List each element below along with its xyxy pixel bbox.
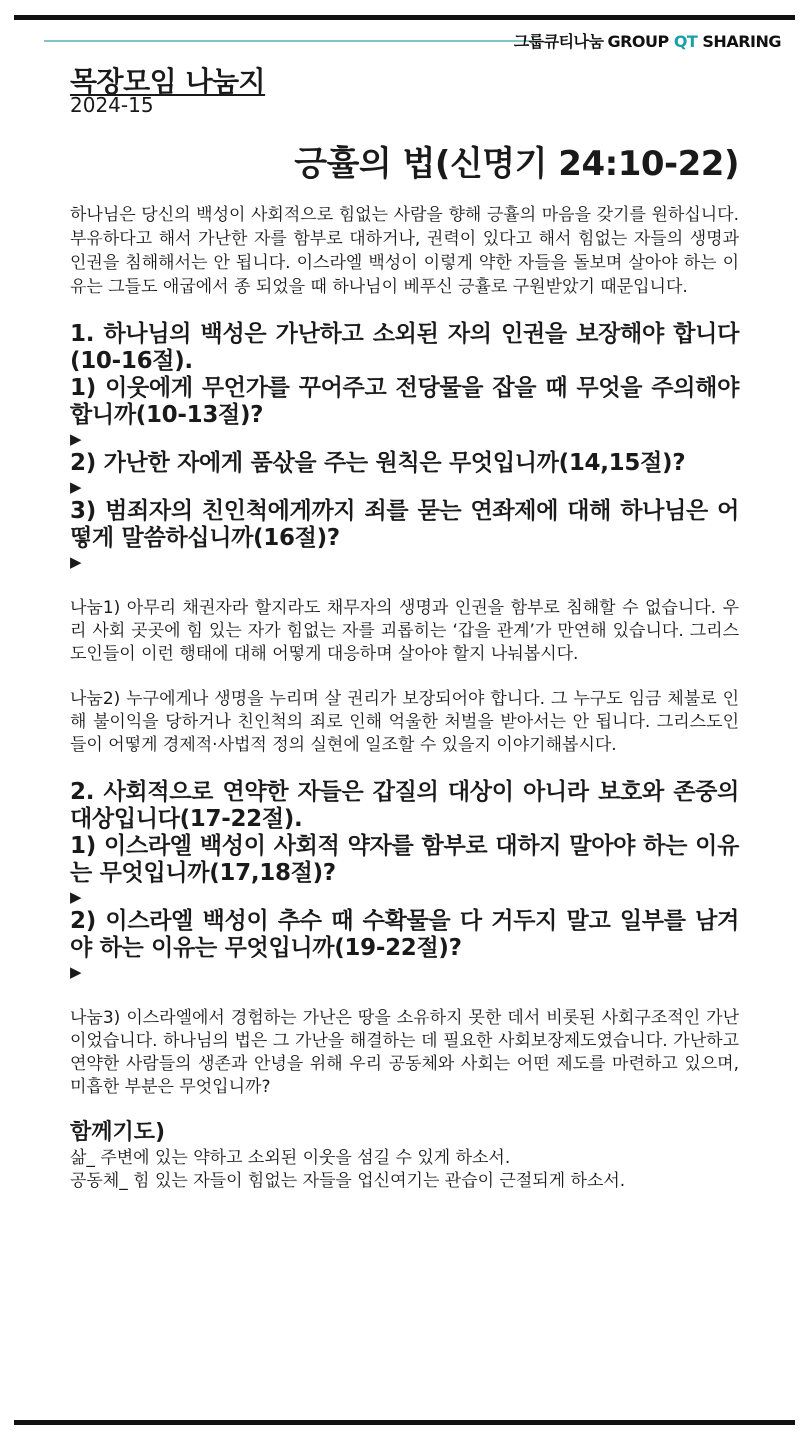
- brand-english-post: SHARING: [697, 32, 781, 51]
- share-1: 나눔1) 아무리 채권자라 할지라도 채무자의 생명과 인권을 함부로 침해할 수 없습니다. 우리 사회 곳곳에 힘 있는 자가 힘없는 자를 괴롭히는 ‘갑을 관계’가 만연해 있습니다. 그리스도인들이 이런 행태에 대해 어떻게 대응하며 살아야 할지 나눠봅시다.: [70, 598, 739, 664]
- answer-arrow: ▶: [70, 553, 82, 571]
- bottom-border-rule: [14, 1420, 795, 1425]
- answer-arrow: ▶: [70, 430, 82, 448]
- prayer-community: 공동체_ 힘 있는 자들이 힘없는 자들을 업신여기는 관습이 근절되게 하소서.: [70, 1171, 626, 1191]
- prayer-life: 삶_ 주변에 있는 약하고 소외된 이웃을 섬길 수 있게 하소서.: [70, 1148, 511, 1168]
- issue-number: 2024-15: [70, 93, 154, 117]
- section1-heading: 1. 하나님의 백성은 가난하고 소외된 자의 인권을 보장해야 합니다(10-16절).: [70, 321, 739, 374]
- share-2: 나눔2) 누구에게나 생명을 누리며 살 권리가 보장되어야 합니다. 그 누구도 임금 체불로 인해 불이익을 당하거나 친인척의 죄로 인해 억울한 처벌을 받아서는 안 됩니다. 그리스도인들이 어떻게 경제적·사법적 정의 실현에 일조할 수 있을지 이야기해봅시다.: [70, 689, 739, 755]
- brand-korean: 그룹큐티나눔: [513, 32, 604, 51]
- page-title: 목장모임 나눔지: [70, 65, 266, 98]
- section2-question-2: 2) 이스라엘 백성이 추수 때 수확물을 다 거두지 말고 일부를 남겨야 하는 이유는 무엇입니까(19-22절)?: [70, 908, 739, 961]
- section2-heading: 2. 사회적으로 연약한 자들은 갑질의 대상이 아니라 보호와 존중의 대상입니다(17-22절).: [70, 779, 739, 832]
- header-accent-line: [44, 40, 534, 42]
- section1-question-2: 2) 가난한 자에게 품삯을 주는 원칙은 무엇입니까(14,15절)?: [70, 450, 686, 476]
- answer-arrow: ▶: [70, 963, 82, 981]
- answer-arrow: ▶: [70, 478, 82, 496]
- brand-logo: [514, 29, 781, 52]
- top-border-rule: [14, 15, 795, 20]
- intro-paragraph: 하나님은 당신의 백성이 사회적으로 힘없는 사람을 향해 긍휼의 마음을 갖기를 원하십니다. 부유하다고 해서 가난한 자를 함부로 대하거나, 권력이 있다고 해서 힘없는 자들의 생명과 인권을 침해해서는 안 됩니다. 이스라엘 백성이 이렇게 약한 자들을 돌보며 살아야 하는 이유는 그들도 애굽에서 종 되었을 때 하나님이 베푸신 긍휼로 구원받았기 때문입니다.: [70, 205, 739, 297]
- section1-question-3: 3) 범죄자의 친인척에게까지 죄를 묻는 연좌제에 대해 하나님은 어떻게 말씀하십니까(16절)?: [70, 498, 739, 551]
- content-body: [70, 203, 739, 1193]
- brand-english-qt: QT: [673, 32, 698, 51]
- brand-english-pre: GROUP: [607, 32, 674, 51]
- share-3: 나눔3) 이스라엘에서 경험하는 가난은 땅을 소유하지 못한 데서 비롯된 사회구조적인 가난이었습니다. 하나님의 법은 그 가난을 해결하는 데 필요한 사회보장제도였습니다. 가난하고 연약한 사람들의 생존과 안녕을 위해 우리 공동체와 사회는 어떤 제도를 마련하고 있으며, 미흡한 부분은 무엇입니까?: [70, 1008, 739, 1097]
- section2-question-1: 1) 이스라엘 백성이 사회적 약자를 함부로 대하지 말아야 하는 이유는 무엇입니까(17,18절)?: [70, 833, 739, 886]
- prayer-title: 함께기도): [70, 1120, 166, 1145]
- section1-question-1: 1) 이웃에게 무언가를 꾸어주고 전당물을 잡을 때 무엇을 주의해야 합니까(10-13절)?: [70, 375, 739, 428]
- answer-arrow: ▶: [70, 888, 82, 906]
- main-title: 긍휼의 법(신명기 24:10-22): [294, 144, 739, 184]
